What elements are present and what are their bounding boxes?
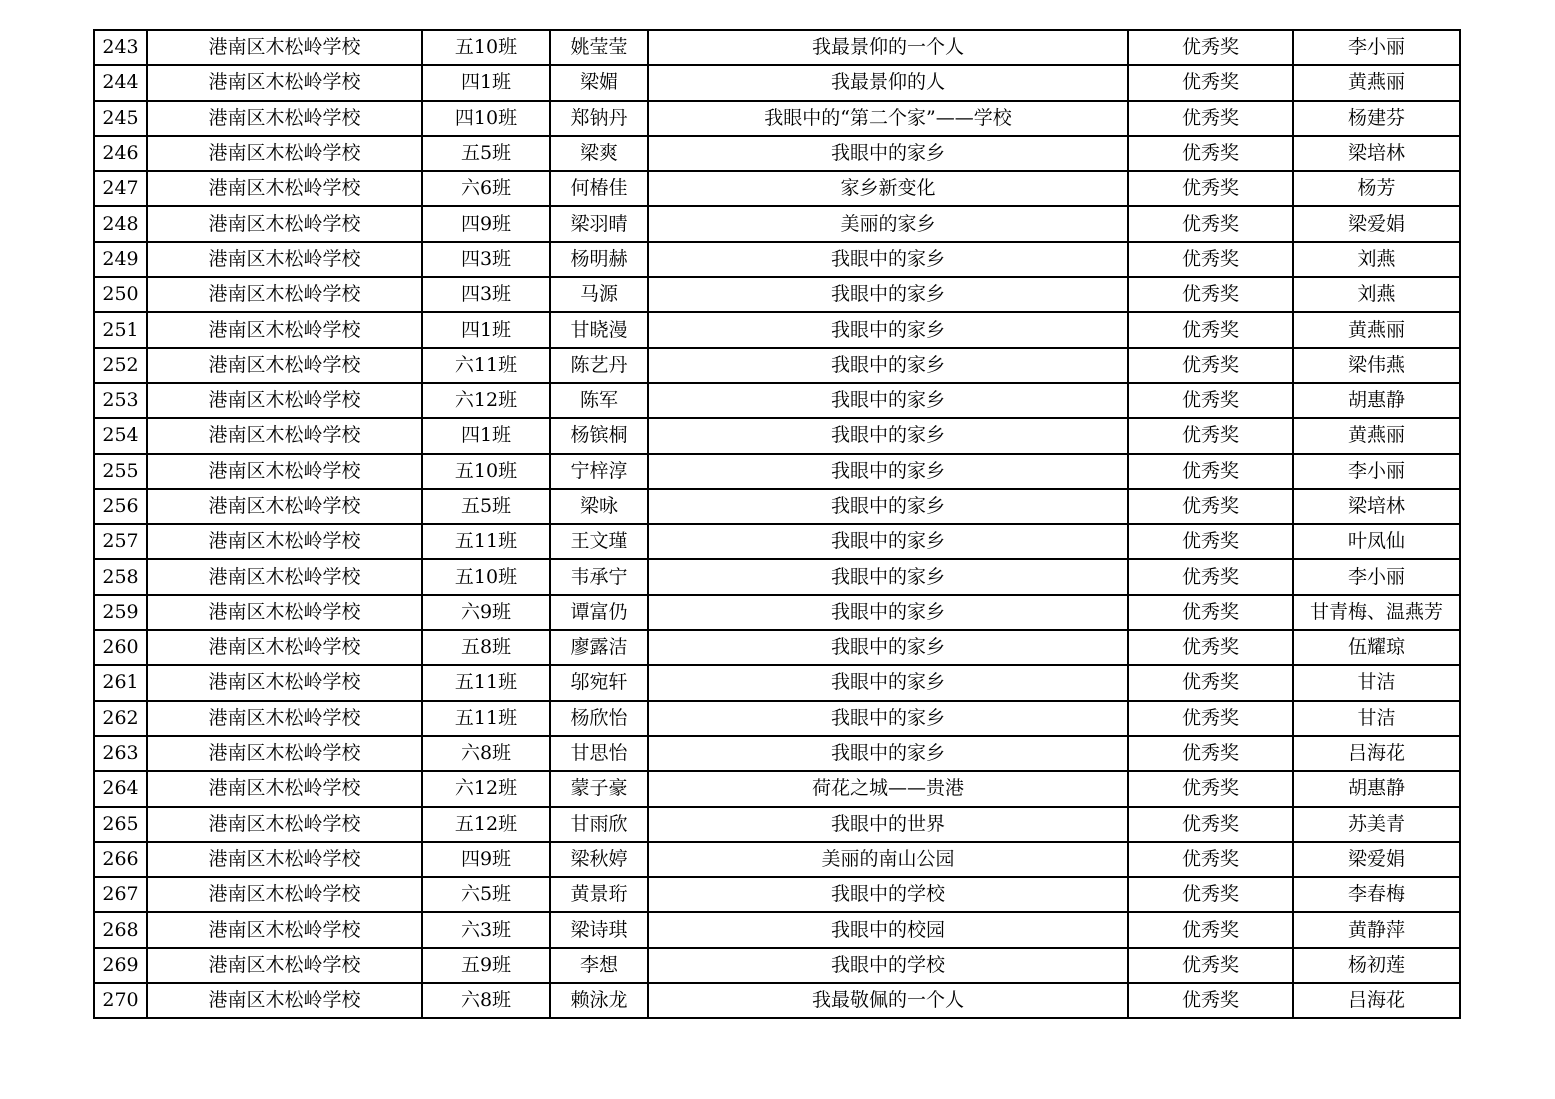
student-name-cell: 梁媚 [550,65,648,100]
teacher-cell: 杨芳 [1293,171,1460,206]
teacher-cell: 李小丽 [1293,454,1460,489]
class-cell: 六9班 [422,595,550,630]
teacher-cell: 梁爱娟 [1293,842,1460,877]
essay-title-cell: 我眼中的家乡 [648,701,1128,736]
table-row [94,312,1460,347]
student-name-cell: 陈艺丹 [550,348,648,383]
essay-title-cell: 我眼中的校园 [648,912,1128,947]
essay-title-cell: 我眼中的家乡 [648,383,1128,418]
essay-title-cell: 我最景仰的一个人 [648,30,1128,65]
teacher-cell: 梁培林 [1293,489,1460,524]
table-row [94,242,1460,277]
award-cell: 优秀奖 [1128,171,1293,206]
school-cell: 港南区木松岭学校 [147,701,422,736]
award-cell: 优秀奖 [1128,65,1293,100]
row-number-cell: 261 [94,665,147,700]
teacher-cell: 胡惠静 [1293,383,1460,418]
table-row [94,348,1460,383]
school-cell: 港南区木松岭学校 [147,242,422,277]
class-cell: 五11班 [422,665,550,700]
table-row [94,524,1460,559]
class-cell: 六12班 [422,383,550,418]
table-row [94,206,1460,241]
class-cell: 四1班 [422,418,550,453]
row-number-cell: 262 [94,701,147,736]
student-name-cell: 梁咏 [550,489,648,524]
row-number-cell: 252 [94,348,147,383]
award-cell: 优秀奖 [1128,595,1293,630]
teacher-cell: 黄静萍 [1293,912,1460,947]
teacher-cell: 吕海花 [1293,736,1460,771]
school-cell: 港南区木松岭学校 [147,595,422,630]
student-name-cell: 何椿佳 [550,171,648,206]
teacher-cell: 甘洁 [1293,701,1460,736]
class-cell: 四1班 [422,312,550,347]
row-number-cell: 256 [94,489,147,524]
school-cell: 港南区木松岭学校 [147,736,422,771]
class-cell: 五10班 [422,559,550,594]
class-cell: 五5班 [422,489,550,524]
award-cell: 优秀奖 [1128,101,1293,136]
essay-title-cell: 我最景仰的人 [648,65,1128,100]
class-cell: 四9班 [422,842,550,877]
school-cell: 港南区木松岭学校 [147,630,422,665]
award-cell: 优秀奖 [1128,665,1293,700]
student-name-cell: 甘雨欣 [550,807,648,842]
school-cell: 港南区木松岭学校 [147,383,422,418]
award-cell: 优秀奖 [1128,948,1293,983]
award-cell: 优秀奖 [1128,136,1293,171]
award-cell: 优秀奖 [1128,489,1293,524]
school-cell: 港南区木松岭学校 [147,489,422,524]
row-number-cell: 259 [94,595,147,630]
row-number-cell: 267 [94,877,147,912]
award-cell: 优秀奖 [1128,807,1293,842]
row-number-cell: 244 [94,65,147,100]
essay-title-cell: 我眼中的家乡 [648,489,1128,524]
table-row [94,559,1460,594]
teacher-cell: 李小丽 [1293,30,1460,65]
award-cell: 优秀奖 [1128,242,1293,277]
award-cell: 优秀奖 [1128,983,1293,1018]
essay-title-cell: 我眼中的家乡 [648,559,1128,594]
essay-title-cell: 我眼中的“第二个家”——学校 [648,101,1128,136]
student-name-cell: 甘晓漫 [550,312,648,347]
class-cell: 六8班 [422,983,550,1018]
table-row [94,630,1460,665]
school-cell: 港南区木松岭学校 [147,348,422,383]
row-number-cell: 253 [94,383,147,418]
school-cell: 港南区木松岭学校 [147,418,422,453]
school-cell: 港南区木松岭学校 [147,842,422,877]
teacher-cell: 李小丽 [1293,559,1460,594]
row-number-cell: 254 [94,418,147,453]
essay-title-cell: 家乡新变化 [648,171,1128,206]
school-cell: 港南区木松岭学校 [147,983,422,1018]
school-cell: 港南区木松岭学校 [147,948,422,983]
school-cell: 港南区木松岭学校 [147,101,422,136]
class-cell: 四9班 [422,206,550,241]
table-row [94,736,1460,771]
teacher-cell: 刘燕 [1293,242,1460,277]
table-row [94,454,1460,489]
student-name-cell: 杨欣怡 [550,701,648,736]
student-name-cell: 梁羽晴 [550,206,648,241]
table-row [94,983,1460,1018]
table-row [94,771,1460,806]
school-cell: 港南区木松岭学校 [147,524,422,559]
row-number-cell: 247 [94,171,147,206]
school-cell: 港南区木松岭学校 [147,136,422,171]
award-cell: 优秀奖 [1128,701,1293,736]
award-cell: 优秀奖 [1128,630,1293,665]
row-number-cell: 251 [94,312,147,347]
teacher-cell: 黄燕丽 [1293,312,1460,347]
teacher-cell: 杨初莲 [1293,948,1460,983]
award-cell: 优秀奖 [1128,842,1293,877]
award-cell: 优秀奖 [1128,312,1293,347]
class-cell: 五10班 [422,30,550,65]
student-name-cell: 邬宛轩 [550,665,648,700]
student-name-cell: 宁梓淳 [550,454,648,489]
essay-title-cell: 我眼中的家乡 [648,348,1128,383]
table-row [94,948,1460,983]
essay-title-cell: 我眼中的家乡 [648,665,1128,700]
table-row [94,418,1460,453]
award-cell: 优秀奖 [1128,206,1293,241]
student-name-cell: 李想 [550,948,648,983]
row-number-cell: 264 [94,771,147,806]
row-number-cell: 266 [94,842,147,877]
school-cell: 港南区木松岭学校 [147,912,422,947]
school-cell: 港南区木松岭学校 [147,30,422,65]
class-cell: 六12班 [422,771,550,806]
award-cell: 优秀奖 [1128,454,1293,489]
class-cell: 六5班 [422,877,550,912]
row-number-cell: 269 [94,948,147,983]
student-name-cell: 杨明赫 [550,242,648,277]
table-row [94,171,1460,206]
school-cell: 港南区木松岭学校 [147,277,422,312]
teacher-cell: 甘青梅、温燕芳 [1293,595,1460,630]
school-cell: 港南区木松岭学校 [147,771,422,806]
teacher-cell: 伍耀琼 [1293,630,1460,665]
essay-title-cell: 我眼中的学校 [648,948,1128,983]
school-cell: 港南区木松岭学校 [147,665,422,700]
table-row [94,65,1460,100]
award-cell: 优秀奖 [1128,524,1293,559]
student-name-cell: 谭富仍 [550,595,648,630]
award-cell: 优秀奖 [1128,277,1293,312]
essay-title-cell: 我眼中的家乡 [648,524,1128,559]
student-name-cell: 郑钠丹 [550,101,648,136]
class-cell: 五10班 [422,454,550,489]
essay-title-cell: 我眼中的学校 [648,877,1128,912]
class-cell: 五5班 [422,136,550,171]
teacher-cell: 黄燕丽 [1293,65,1460,100]
essay-title-cell: 荷花之城——贵港 [648,771,1128,806]
row-number-cell: 249 [94,242,147,277]
essay-title-cell: 我眼中的家乡 [648,418,1128,453]
row-number-cell: 255 [94,454,147,489]
row-number-cell: 260 [94,630,147,665]
teacher-cell: 叶凤仙 [1293,524,1460,559]
student-name-cell: 梁爽 [550,136,648,171]
award-cell: 优秀奖 [1128,771,1293,806]
class-cell: 六6班 [422,171,550,206]
table-row [94,807,1460,842]
award-cell: 优秀奖 [1128,418,1293,453]
teacher-cell: 梁培林 [1293,136,1460,171]
class-cell: 四3班 [422,277,550,312]
essay-title-cell: 我眼中的家乡 [648,630,1128,665]
class-cell: 五11班 [422,701,550,736]
student-name-cell: 黄景珩 [550,877,648,912]
essay-title-cell: 我最敬佩的一个人 [648,983,1128,1018]
teacher-cell: 甘洁 [1293,665,1460,700]
row-number-cell: 258 [94,559,147,594]
table-row [94,877,1460,912]
class-cell: 五9班 [422,948,550,983]
class-cell: 四10班 [422,101,550,136]
row-number-cell: 248 [94,206,147,241]
school-cell: 港南区木松岭学校 [147,807,422,842]
essay-title-cell: 我眼中的世界 [648,807,1128,842]
table-row [94,665,1460,700]
teacher-cell: 黄燕丽 [1293,418,1460,453]
student-name-cell: 梁诗琪 [550,912,648,947]
row-number-cell: 243 [94,30,147,65]
school-cell: 港南区木松岭学校 [147,877,422,912]
class-cell: 六8班 [422,736,550,771]
essay-title-cell: 我眼中的家乡 [648,736,1128,771]
award-list-table [93,29,1461,1019]
school-cell: 港南区木松岭学校 [147,312,422,347]
table-row [94,136,1460,171]
class-cell: 五8班 [422,630,550,665]
class-cell: 六11班 [422,348,550,383]
table-row [94,383,1460,418]
essay-title-cell: 我眼中的家乡 [648,136,1128,171]
class-cell: 四1班 [422,65,550,100]
table-row [94,277,1460,312]
teacher-cell: 李春梅 [1293,877,1460,912]
teacher-cell: 吕海花 [1293,983,1460,1018]
table-row [94,101,1460,136]
essay-title-cell: 美丽的南山公园 [648,842,1128,877]
row-number-cell: 246 [94,136,147,171]
row-number-cell: 270 [94,983,147,1018]
school-cell: 港南区木松岭学校 [147,559,422,594]
table-row [94,912,1460,947]
teacher-cell: 胡惠静 [1293,771,1460,806]
award-cell: 优秀奖 [1128,30,1293,65]
row-number-cell: 245 [94,101,147,136]
row-number-cell: 263 [94,736,147,771]
student-name-cell: 甘思怡 [550,736,648,771]
student-name-cell: 陈军 [550,383,648,418]
award-cell: 优秀奖 [1128,559,1293,594]
school-cell: 港南区木松岭学校 [147,206,422,241]
class-cell: 六3班 [422,912,550,947]
student-name-cell: 杨镔桐 [550,418,648,453]
table-row [94,489,1460,524]
essay-title-cell: 我眼中的家乡 [648,277,1128,312]
table-body [94,30,1460,1018]
award-cell: 优秀奖 [1128,736,1293,771]
table-row [94,595,1460,630]
class-cell: 五12班 [422,807,550,842]
essay-title-cell: 我眼中的家乡 [648,595,1128,630]
student-name-cell: 王文瑾 [550,524,648,559]
student-name-cell: 赖泳龙 [550,983,648,1018]
class-cell: 四3班 [422,242,550,277]
student-name-cell: 梁秋婷 [550,842,648,877]
table-row [94,842,1460,877]
teacher-cell: 杨建芬 [1293,101,1460,136]
teacher-cell: 梁爱娟 [1293,206,1460,241]
row-number-cell: 268 [94,912,147,947]
row-number-cell: 265 [94,807,147,842]
school-cell: 港南区木松岭学校 [147,65,422,100]
row-number-cell: 250 [94,277,147,312]
essay-title-cell: 我眼中的家乡 [648,454,1128,489]
school-cell: 港南区木松岭学校 [147,454,422,489]
essay-title-cell: 我眼中的家乡 [648,312,1128,347]
award-cell: 优秀奖 [1128,912,1293,947]
teacher-cell: 刘燕 [1293,277,1460,312]
class-cell: 五11班 [422,524,550,559]
award-cell: 优秀奖 [1128,877,1293,912]
teacher-cell: 梁伟燕 [1293,348,1460,383]
essay-title-cell: 我眼中的家乡 [648,242,1128,277]
table-row [94,701,1460,736]
award-cell: 优秀奖 [1128,348,1293,383]
school-cell: 港南区木松岭学校 [147,171,422,206]
row-number-cell: 257 [94,524,147,559]
table-row [94,30,1460,65]
student-name-cell: 马源 [550,277,648,312]
student-name-cell: 韦承宁 [550,559,648,594]
teacher-cell: 苏美青 [1293,807,1460,842]
student-name-cell: 蒙子豪 [550,771,648,806]
award-cell: 优秀奖 [1128,383,1293,418]
student-name-cell: 廖露洁 [550,630,648,665]
student-name-cell: 姚莹莹 [550,30,648,65]
essay-title-cell: 美丽的家乡 [648,206,1128,241]
